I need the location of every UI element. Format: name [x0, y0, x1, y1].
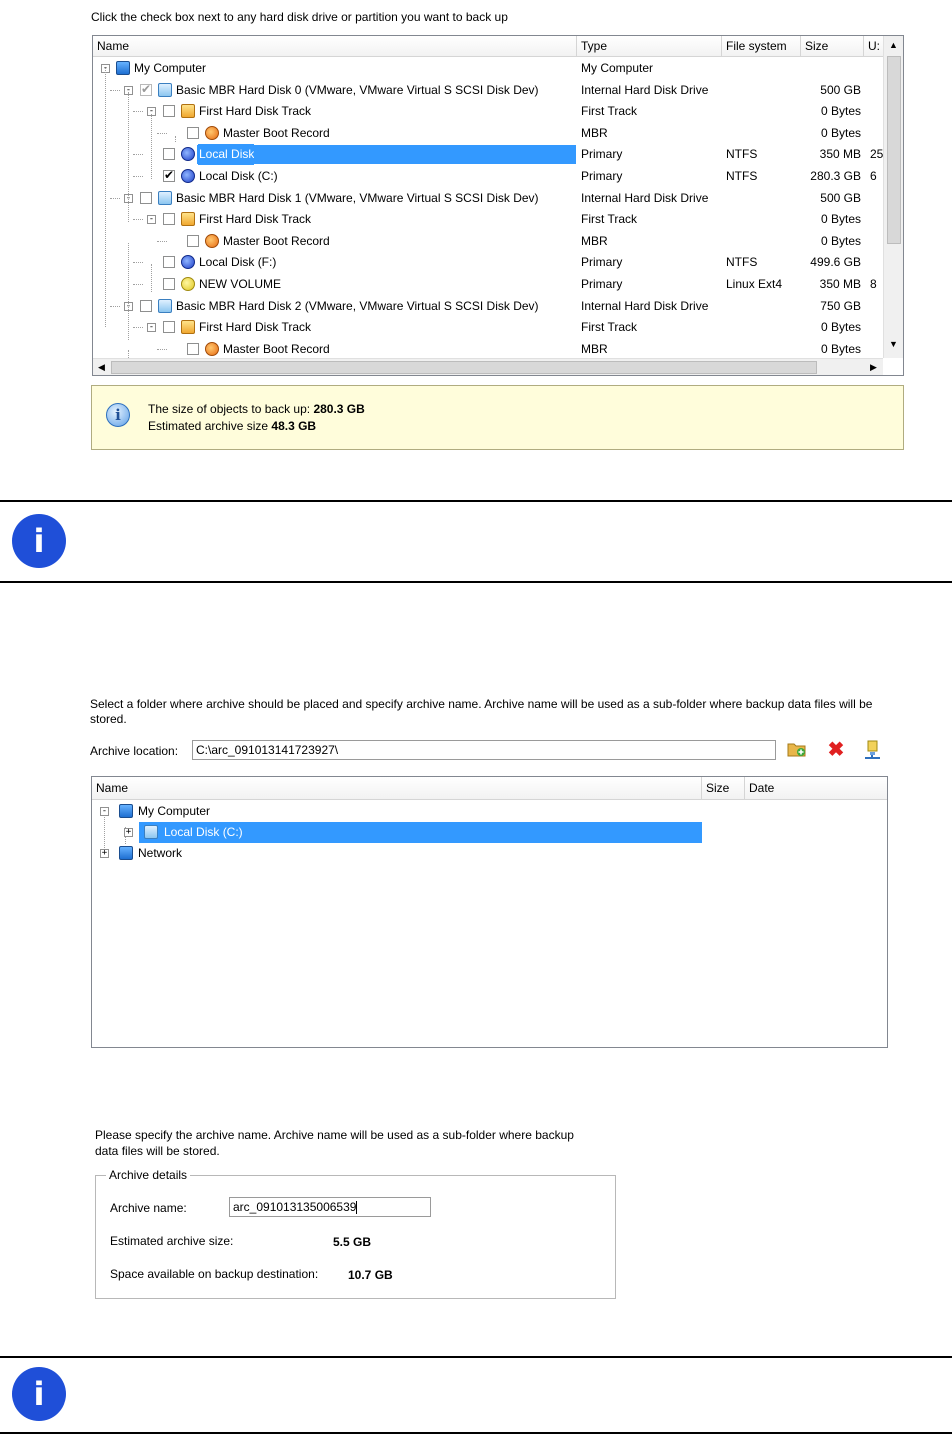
- row-file-system: [726, 101, 800, 122]
- vertical-scrollbar[interactable]: [883, 36, 904, 358]
- tree-line: [133, 284, 143, 285]
- archive-name-label: Archive name:: [110, 1201, 187, 1215]
- row-size: 0 Bytes: [820, 125, 861, 140]
- disk-tree-row[interactable]: [93, 80, 883, 101]
- tree-item-label: Network: [138, 846, 183, 860]
- disk-tree-row[interactable]: [93, 252, 883, 273]
- row-type: Primary: [581, 147, 623, 162]
- disk-track-icon: [181, 212, 195, 226]
- row-used: [870, 58, 883, 79]
- row-file-system: NTFS: [726, 147, 758, 162]
- backup-checkbox[interactable]: [163, 213, 175, 225]
- row-file-system: [726, 123, 800, 144]
- row-size: 500 GB: [820, 82, 861, 97]
- row-name: First Hard Disk Track: [199, 212, 312, 227]
- row-file-system: [726, 188, 800, 209]
- note-info-icon: i: [12, 1367, 66, 1421]
- backup-checkbox[interactable]: [140, 192, 152, 204]
- row-type: MBR: [581, 125, 608, 140]
- horizontal-scrollbar[interactable]: [93, 358, 883, 376]
- computer-icon: [119, 804, 133, 818]
- volume-icon: [181, 147, 195, 161]
- row-size: 0 Bytes: [820, 233, 861, 248]
- row-type: First Track: [581, 212, 637, 227]
- row-used: [870, 317, 883, 338]
- archive-name-instruction-line1: Please specify the archive name. Archive name will be used as a sub-folder where backup: [95, 1128, 574, 1142]
- row-file-system: NTFS: [726, 169, 758, 183]
- expand-icon[interactable]: +: [101, 848, 108, 858]
- row-file-system: Linux Ext4: [726, 277, 783, 291]
- archive-name-instruction-line2: data files will be stored.: [95, 1144, 220, 1158]
- row-name: First Hard Disk Track: [199, 104, 312, 119]
- row-name: First Hard Disk Track: [199, 320, 312, 335]
- scrollbar-thumb[interactable]: [887, 56, 901, 244]
- tree-line: [157, 349, 167, 350]
- folder-list-header: [92, 777, 887, 800]
- column-header-used[interactable]: U:: [864, 36, 884, 56]
- collapse-icon[interactable]: -: [148, 214, 155, 225]
- tree-line: [133, 154, 143, 155]
- row-size: 350 MB: [819, 147, 861, 162]
- network-drive-icon[interactable]: [862, 740, 882, 760]
- row-file-system: [726, 231, 800, 252]
- backup-checkbox[interactable]: [163, 321, 175, 333]
- note-top-rule: [0, 1356, 952, 1358]
- tree-line: [110, 306, 120, 307]
- backup-checkbox[interactable]: [187, 127, 199, 139]
- row-file-system: [726, 317, 800, 338]
- row-type: Primary: [581, 277, 623, 291]
- hard-disk-icon: [158, 299, 172, 313]
- backup-checkbox[interactable]: [163, 170, 175, 182]
- row-file-system: [726, 209, 800, 230]
- estimated-size-value: 5.5 GB: [333, 1235, 372, 1249]
- tree-line: [133, 262, 143, 263]
- disk-tree-row[interactable]: [93, 339, 883, 360]
- group-title: Archive details: [106, 1168, 190, 1182]
- row-used: [870, 101, 883, 122]
- tree-line: [110, 198, 120, 199]
- scroll-up-icon[interactable]: ▲: [885, 37, 902, 54]
- row-name: Basic MBR Hard Disk 1 (VMware, VMware Virtual S SCSI Disk Dev): [176, 190, 539, 205]
- tree-item-network[interactable]: [92, 843, 712, 864]
- row-type: Internal Hard Disk Drive: [581, 298, 709, 313]
- disk-tree-row[interactable]: [93, 58, 883, 79]
- row-used: [870, 209, 883, 230]
- backup-size-info-box: [91, 385, 904, 450]
- row-used: [870, 231, 883, 252]
- delete-icon[interactable]: ✖: [827, 739, 845, 761]
- tree-line: [151, 114, 152, 179]
- scroll-left-icon[interactable]: ◀: [93, 359, 110, 376]
- tree-line: [175, 136, 176, 142]
- disk-tree-row[interactable]: [93, 166, 883, 187]
- list-header: [93, 36, 903, 57]
- row-file-system: [726, 58, 800, 79]
- column-header-date[interactable]: Date: [749, 781, 775, 795]
- mbr-icon: [205, 126, 219, 140]
- backup-checkbox[interactable]: [140, 300, 152, 312]
- hard-disk-icon: [158, 83, 172, 97]
- row-used: 8: [870, 277, 877, 291]
- row-file-system: [726, 296, 800, 317]
- tree-item-label: Local Disk (C:): [162, 822, 243, 843]
- column-header-name[interactable]: Name: [92, 777, 702, 799]
- tree-item-label: My Computer: [138, 804, 211, 818]
- disk-track-icon: [181, 104, 195, 118]
- tree-line: [157, 133, 167, 134]
- row-size: 500 GB: [820, 190, 861, 205]
- backup-checkbox[interactable]: [163, 278, 175, 290]
- horizontal-scrollbar-thumb[interactable]: [111, 361, 817, 374]
- row-used: [870, 80, 883, 101]
- scroll-right-icon[interactable]: ▶: [865, 359, 882, 376]
- row-type: MBR: [581, 233, 608, 248]
- disk-tree-list[interactable]: [92, 35, 904, 376]
- backup-checkbox[interactable]: [163, 105, 175, 117]
- archive-info-line: [148, 419, 316, 433]
- size-label: The size of objects to back up:: [148, 402, 311, 416]
- size-info-line: [148, 402, 365, 416]
- volume-icon: [181, 169, 195, 183]
- row-name: Local Disk (F:): [199, 255, 277, 270]
- hard-disk-icon: [144, 825, 158, 839]
- space-available-label: Space available on backup destination:: [110, 1267, 319, 1281]
- row-type: First Track: [581, 104, 637, 119]
- archive-size-value: 48.3 GB: [271, 419, 317, 433]
- backup-checkbox[interactable]: [187, 343, 199, 355]
- archive-location-input[interactable]: C:\arc_091013141723927\: [192, 740, 776, 760]
- disk-track-icon: [181, 320, 195, 334]
- linux-volume-icon: [181, 277, 195, 291]
- mbr-icon: [205, 342, 219, 356]
- tree-line: [157, 241, 167, 242]
- note-top-rule: [0, 500, 952, 502]
- row-type: Internal Hard Disk Drive: [581, 82, 709, 97]
- row-file-system: NTFS: [726, 255, 758, 270]
- network-icon: [119, 846, 133, 860]
- mbr-icon: [205, 234, 219, 248]
- location-instruction: Select a folder where archive should be placed and specify archive name. Archive name will be used as a sub-folder where backup data files will be stored.: [90, 697, 873, 726]
- tree-line: [133, 327, 143, 328]
- tree-line: [110, 90, 120, 91]
- collapse-icon[interactable]: -: [125, 84, 132, 95]
- tree-item-local-disk-c[interactable]: [92, 822, 712, 843]
- archive-details-group: [95, 1168, 616, 1299]
- row-name: Local Disk: [198, 144, 254, 165]
- size-value: 280.3 GB: [313, 402, 365, 416]
- row-used: [870, 296, 883, 317]
- row-size: 280.3 GB: [810, 169, 861, 183]
- collapse-icon[interactable]: -: [125, 192, 132, 203]
- row-size: 750 GB: [820, 298, 861, 313]
- column-header-size[interactable]: Size: [702, 777, 745, 799]
- tree-line: [151, 264, 152, 292]
- row-name: Master Boot Record: [223, 125, 330, 140]
- tree-line: [128, 243, 129, 340]
- row-name: Basic MBR Hard Disk 2 (VMware, VMware Virtual S SCSI Disk Dev): [176, 298, 539, 313]
- disk-tree-row[interactable]: [93, 231, 883, 252]
- row-name: NEW VOLUME: [199, 277, 282, 291]
- note-bottom-rule: [0, 581, 952, 583]
- row-file-system: [726, 339, 800, 360]
- tree-line: [133, 176, 143, 177]
- archive-name-value: arc_091013135006539: [233, 1200, 357, 1214]
- backup-checkbox[interactable]: [140, 84, 152, 96]
- tree-item-my-computer[interactable]: [92, 801, 712, 822]
- row-file-system: [726, 80, 800, 101]
- row-type: First Track: [581, 320, 637, 335]
- expand-icon[interactable]: +: [125, 827, 132, 837]
- folder-tree-list[interactable]: [91, 776, 888, 1048]
- disk-tree-row[interactable]: [93, 123, 883, 144]
- column-header-name[interactable]: Name: [93, 36, 577, 56]
- column-header-size[interactable]: Size: [801, 36, 864, 56]
- collapse-icon[interactable]: -: [101, 806, 108, 816]
- text-cursor: [356, 1201, 357, 1214]
- row-type: MBR: [581, 341, 608, 356]
- row-size: 0 Bytes: [820, 104, 861, 119]
- disk-tree-row[interactable]: [93, 296, 883, 317]
- disk-tree-row[interactable]: [93, 188, 883, 209]
- row-type: Primary: [581, 255, 623, 270]
- info-icon: i: [106, 403, 130, 427]
- new-folder-icon[interactable]: [787, 740, 807, 760]
- disk-tree-row[interactable]: [93, 274, 883, 295]
- row-name: Master Boot Record: [223, 233, 330, 248]
- row-used: 25: [870, 147, 883, 162]
- row-type: My Computer: [581, 61, 654, 75]
- space-available-value: 10.7 GB: [348, 1268, 393, 1282]
- row-used: [870, 123, 883, 144]
- tree-line: [133, 111, 143, 112]
- volume-icon: [181, 255, 195, 269]
- estimated-size-label: Estimated archive size:: [110, 1234, 234, 1248]
- note-info-icon: i: [12, 514, 66, 568]
- row-used: [870, 188, 883, 209]
- collapse-icon[interactable]: -: [102, 63, 109, 73]
- row-size: 0 Bytes: [820, 212, 861, 227]
- row-size: [801, 58, 861, 79]
- row-used: [870, 252, 883, 273]
- note-bottom-rule: [0, 1432, 952, 1434]
- row-name: Basic MBR Hard Disk 0 (VMware, VMware Virtual S SCSI Disk Dev): [176, 82, 539, 97]
- row-size: 350 MB: [819, 277, 861, 291]
- archive-name-input[interactable]: [229, 1197, 431, 1217]
- disk-tree-row[interactable]: [93, 209, 883, 230]
- backup-checkbox[interactable]: [187, 235, 199, 247]
- tree-line: [128, 92, 129, 222]
- row-type: Internal Hard Disk Drive: [581, 190, 709, 205]
- disk-tree-row[interactable]: [93, 144, 883, 165]
- collapse-icon[interactable]: -: [148, 106, 155, 117]
- disk-tree-row[interactable]: [93, 101, 883, 122]
- collapse-icon[interactable]: -: [148, 322, 155, 333]
- archive-location-label: Archive location:: [90, 744, 179, 758]
- column-header-type[interactable]: Type: [577, 36, 722, 56]
- row-name: Master Boot Record: [223, 341, 330, 356]
- scroll-down-icon[interactable]: ▼: [885, 336, 902, 353]
- disk-tree-row[interactable]: [93, 317, 883, 338]
- row-size: 0 Bytes: [820, 320, 861, 335]
- column-header-file-system[interactable]: File system: [722, 36, 801, 56]
- row-name: My Computer: [134, 61, 207, 75]
- row-size: 499.6 GB: [810, 255, 861, 270]
- row-name: Local Disk (C:): [199, 169, 278, 183]
- archive-size-label: Estimated archive size: [148, 419, 269, 433]
- tree-line: [133, 219, 143, 220]
- collapse-icon[interactable]: -: [125, 300, 132, 311]
- row-size: 0 Bytes: [820, 341, 861, 356]
- computer-icon: [116, 61, 130, 75]
- backup-checkbox[interactable]: [163, 256, 175, 268]
- row-used: 6: [870, 169, 877, 183]
- row-type: Primary: [581, 169, 623, 183]
- backup-instruction: Click the check box next to any hard disk drive or partition you want to back up: [91, 10, 508, 24]
- tree-line: [105, 68, 106, 327]
- hard-disk-icon: [158, 191, 172, 205]
- row-used: [870, 339, 883, 360]
- backup-checkbox[interactable]: [163, 148, 175, 160]
